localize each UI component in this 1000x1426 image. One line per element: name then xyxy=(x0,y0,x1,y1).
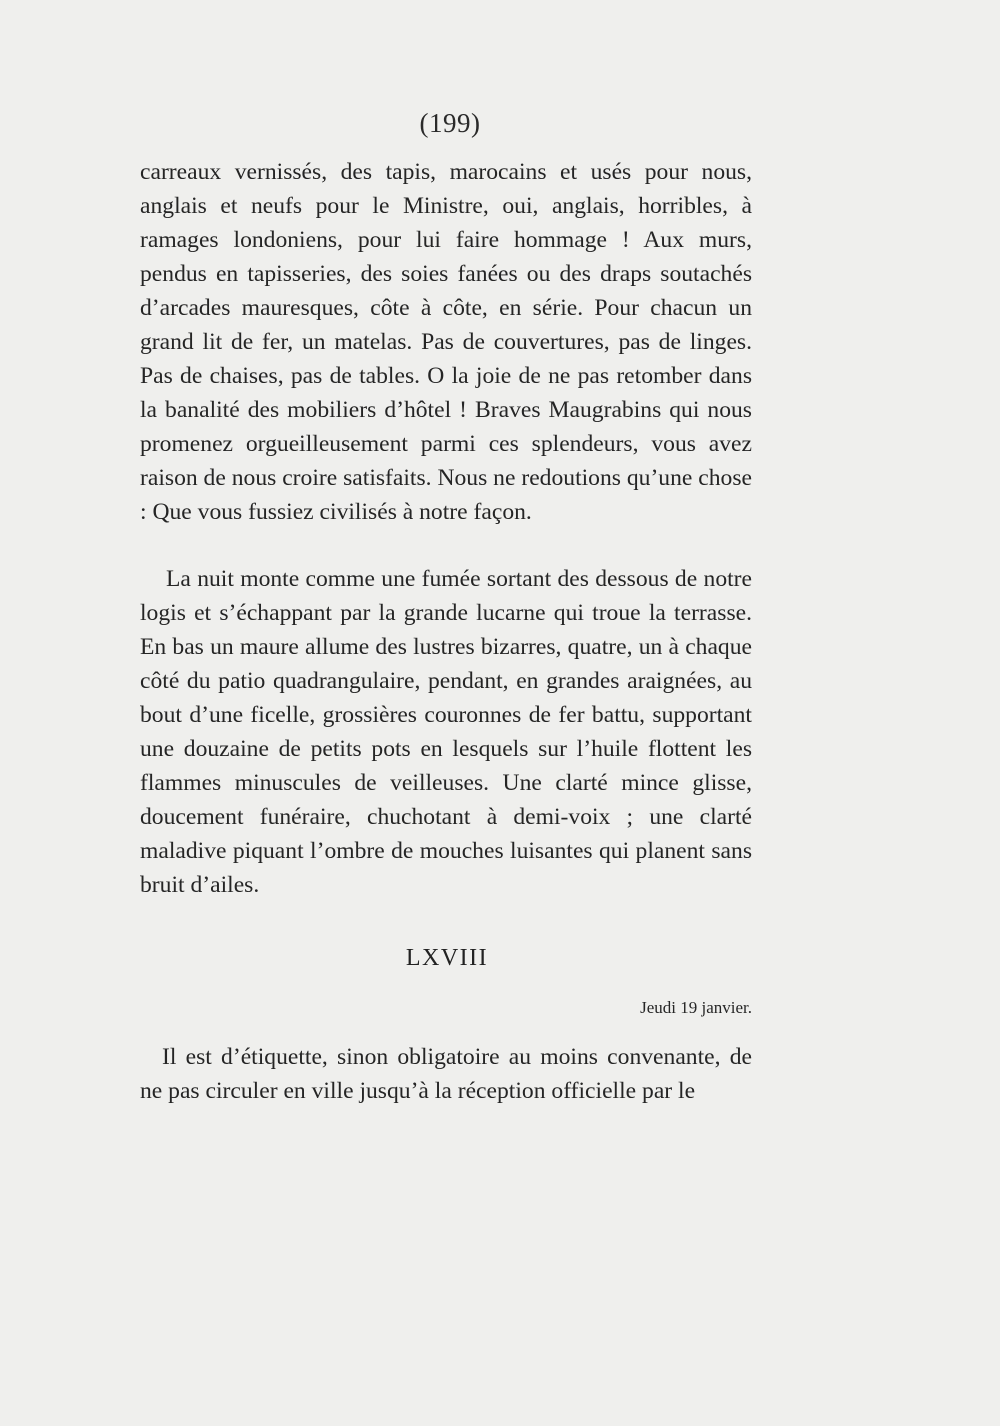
paragraph-text: carreaux vernissés, des tapis, marocains et usés pour nous, anglais et neufs pour le Ministre, oui, anglais, horribles, à ramages londoniens, pour lui faire hommage ! Aux murs, pendus en tapisseries, des soies fanées ou des draps soutachés d’arcades mauresques, côte à côte, en série. Pour chacun un grand lit de fer, un matelas. Pas de couvertures, pas de linges. Pas de chaises, pas de tables. O la joie de ne pas retomber dans la banalité des mobiliers d’hôtel ! Braves Maugrabins qui nous promenez orgueilleusement parmi ces splendeurs, vous avez raison de nous croire satisfaits. Nous ne redoutions qu’une chose : Que vous fussiez civilisés à notre façon. xyxy=(140,159,752,525)
chapter-date: Jeudi 19 janvier. xyxy=(640,998,752,1017)
paragraph-text: Il est d’étiquette, sinon obligatoire au moins convenante, de ne pas circuler en ville jusqu’à la réception officielle par le xyxy=(140,1044,752,1104)
paragraph-etiquette xyxy=(140,1040,752,1108)
paragraph-continuation xyxy=(140,155,752,529)
chapter-heading: LXVIII xyxy=(405,945,489,971)
paragraph-text: La nuit monte comme une fumée sortant des dessous de notre logis et s’échappant par la grande lucarne qui troue la terrasse. En bas un maure allume des lustres bizarres, quatre, un à chaque côté du patio quadrangulaire, pendant, en grandes araignées, au bout d’une ficelle, grossières couronnes de fer battu, supportant une douzaine de petits pots en lesquels sur l’huile flottent les flammes minuscules de veilleuses. Une clarté mince glisse, doucement funéraire, chuchotant à demi-voix ; une clarté maladive piquant l’ombre de mouches luisantes qui planent sans bruit d’ailes. xyxy=(140,566,752,898)
paragraph-night xyxy=(140,562,752,902)
page-number: (199) xyxy=(419,108,481,138)
